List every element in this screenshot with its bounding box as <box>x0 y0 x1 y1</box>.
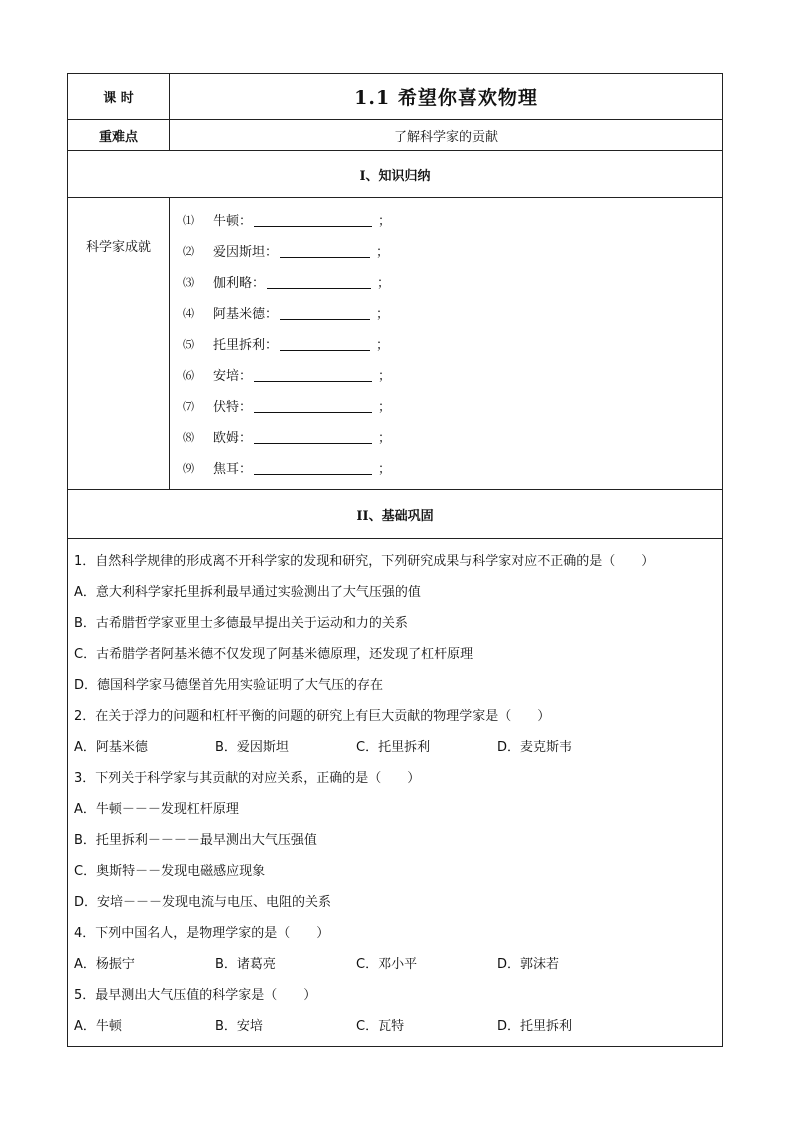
question-4-option-b: B．诸葛亮 <box>215 957 276 972</box>
scientist-item <box>183 235 722 266</box>
separator: ； <box>377 276 391 291</box>
scientist-name: 牛顿： <box>213 214 253 229</box>
item-number: ⑸ <box>183 337 194 351</box>
worksheet-table <box>67 73 723 1047</box>
separator: ； <box>376 338 390 353</box>
title-row <box>68 74 723 120</box>
scientist-item <box>183 390 722 421</box>
keypoint-label: 重难点 <box>68 120 170 151</box>
separator: ； <box>378 462 392 477</box>
separator: ； <box>376 307 390 322</box>
answer-blank[interactable] <box>254 367 372 382</box>
question-2-stem: 2．在关于浮力的问题和杠杆平衡的问题的研究上有巨大贡献的物理学家是（ ） <box>74 709 551 724</box>
scientist-name: 爱因斯坦： <box>213 245 279 260</box>
question-4-options <box>74 947 714 978</box>
item-number: ⑴ <box>183 213 194 227</box>
scientist-item <box>183 297 722 328</box>
scientist-name: 安培： <box>213 369 253 384</box>
answer-blank[interactable] <box>280 243 370 258</box>
question-3-option-b: B．托里拆利－－－－最早测出大气压强值 <box>74 833 317 848</box>
separator: ； <box>378 431 392 446</box>
question-5-option-b: B．安培 <box>215 1019 263 1034</box>
scientists-row <box>68 198 723 490</box>
scientist-name: 阿基米德： <box>213 307 279 322</box>
question-5-options <box>74 1009 714 1040</box>
scientist-item <box>183 452 722 483</box>
separator: ； <box>378 214 392 229</box>
question-3-option-c: C．奥斯特－－发现电磁感应现象 <box>74 864 266 879</box>
item-number: ⑹ <box>183 368 194 382</box>
section-2-heading-row <box>68 490 723 539</box>
item-number: ⑺ <box>183 399 194 413</box>
question-2-option-d: D．麦克斯韦 <box>497 740 573 755</box>
item-number: ⑷ <box>183 306 194 320</box>
item-number: ⑼ <box>183 461 194 475</box>
scientist-item <box>183 359 722 390</box>
question-2-option-b: B．爱因斯坦 <box>215 740 289 755</box>
answer-blank[interactable] <box>254 212 372 227</box>
scientist-name: 伽利略： <box>213 276 266 291</box>
question-5-option-c: C．瓦特 <box>356 1019 405 1034</box>
question-3-stem: 3．下列关于科学家与其贡献的对应关系，正确的是（ ） <box>74 771 421 786</box>
keypoint-row <box>68 120 723 151</box>
question-4-stem: 4．下列中国名人，是物理学家的是（ ） <box>74 926 330 941</box>
item-number: ⑵ <box>183 244 194 258</box>
question-5-option-a: A．牛顿 <box>74 1019 122 1034</box>
question-2-options <box>74 730 714 761</box>
question-list <box>68 539 723 1047</box>
keypoint-value: 了解科学家的贡献 <box>170 120 723 151</box>
answer-blank[interactable] <box>254 460 372 475</box>
scientists-label: 科学家成就 <box>68 198 170 490</box>
separator: ； <box>378 400 392 415</box>
scientist-item <box>183 266 722 297</box>
section-1-heading-row <box>68 151 723 198</box>
scientist-item <box>183 328 722 359</box>
scientist-name: 托里拆利： <box>213 338 279 353</box>
question-4-option-d: D．郭沫若 <box>497 957 560 972</box>
question-3-option-d: D．安培－－－发现电流与电压、电阻的关系 <box>74 895 332 910</box>
question-2-option-c: C．托里拆利 <box>356 740 431 755</box>
answer-blank[interactable] <box>267 274 371 289</box>
question-1-stem: 1．自然科学规律的形成离不开科学家的发现和研究，下列研究成果与科学家对应不正确的是（ ） <box>74 554 655 569</box>
scientist-name: 欧姆： <box>213 431 253 446</box>
question-4-option-a: A．杨振宁 <box>74 957 135 972</box>
question-4-option-c: C．邓小平 <box>356 957 418 972</box>
scientist-name: 焦耳： <box>213 462 253 477</box>
answer-blank[interactable] <box>280 336 370 351</box>
section-2-heading: II、基础巩固 <box>68 490 723 539</box>
question-3-option-a: A．牛顿－－－发现杠杆原理 <box>74 802 239 817</box>
page-title: 1.1 希望你喜欢物理 <box>170 74 723 120</box>
question-5-stem: 5．最早测出大气压值的科学家是（ ） <box>74 988 317 1003</box>
question-1-option-c: C．古希腊学者阿基米德不仅发现了阿基米德原理，还发现了杠杆原理 <box>74 647 474 662</box>
item-number: ⑶ <box>183 275 194 289</box>
item-number: ⑻ <box>183 430 194 444</box>
question-5-option-d: D．托里拆利 <box>497 1019 573 1034</box>
answer-blank[interactable] <box>254 398 372 413</box>
question-1-option-b: B．古希腊哲学家亚里士多德最早提出关于运动和力的关系 <box>74 616 408 631</box>
separator: ； <box>376 245 390 260</box>
scientist-name: 伏特： <box>213 400 253 415</box>
scientist-item <box>183 421 722 452</box>
period-label: 课 时 <box>68 74 170 120</box>
question-2-option-a: A．阿基米德 <box>74 740 148 755</box>
scientist-item <box>183 204 722 235</box>
scientist-list <box>170 198 723 490</box>
question-1-option-d: D．德国科学家马德堡首先用实验证明了大气压的存在 <box>74 678 384 693</box>
question-1-option-a: A．意大利科学家托里拆利最早通过实验测出了大气压强的值 <box>74 585 421 600</box>
answer-blank[interactable] <box>254 429 372 444</box>
questions-row <box>68 539 723 1047</box>
answer-blank[interactable] <box>280 305 370 320</box>
section-1-heading: I、知识归纳 <box>68 151 723 198</box>
separator: ； <box>378 369 392 384</box>
